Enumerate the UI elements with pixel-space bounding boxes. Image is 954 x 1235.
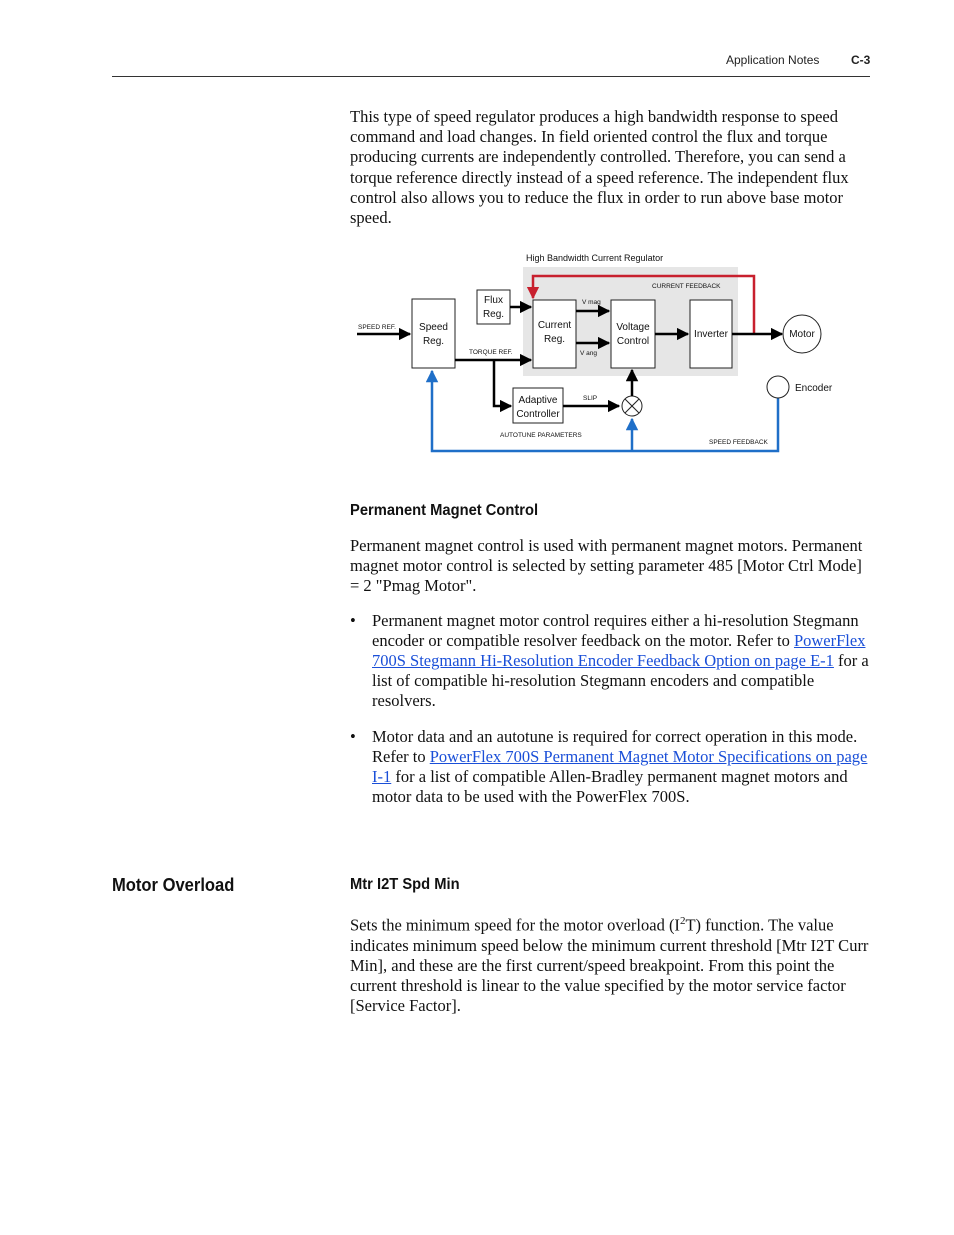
adaptive-controller-label-1: Adaptive [518,395,558,406]
flux-reg-label-2: Reg. [482,309,505,320]
control-block-diagram [340,245,880,465]
pm-bullet-encoder [350,611,870,711]
voltage-control-label-2: Control [616,336,650,347]
voltage-control-block [611,300,655,368]
header-rule [112,76,870,77]
autotune-parameters-label: AUTOTUNE PARAMETERS [500,432,582,439]
pm-heading: Permanent Magnet Control [350,502,539,519]
stegmann-encoder-link[interactable]: PowerFlex 700S Stegmann Hi-Resolution Encoder Feedback Option on page E-1 [372,631,866,671]
overload-paragraph [350,911,870,1017]
v-mag-label: V mag [582,299,601,306]
page-number: C-3 [851,53,871,67]
running-header: Application Notes [726,53,820,67]
intro-paragraph: This type of speed regulator produces a high bandwidth response to speed command and load changes. In field oriented control the flux and torque producing currents are independently controlled. Therefore, you can send a torque reference directly instead of a speed reference. The independent flux control also allows you to reduce the flux in order to run above base motor speed. [350,107,849,228]
bullet-dot: • [350,611,356,630]
current-reg-label-1: Current [537,320,572,331]
voltage-control-label-1: Voltage [616,322,650,333]
superscript-two: 2 [679,915,686,927]
bullet-dot: • [350,727,356,746]
group-title: High Bandwidth Current Regulator [526,253,664,263]
flux-reg-label-1: Flux [484,295,503,306]
inverter-label: Inverter [694,329,728,340]
pm-bullet-motor-data [350,727,870,807]
torque-ref-label: TORQUE REF. [469,349,513,356]
bullet-text-end: for a list of compatible Allen-Bradley permanent magnet motors and motor data to be used with the PowerFlex 700S. [372,767,848,807]
current-feedback-label: CURRENT FEEDBACK [652,283,721,290]
torque-to-adaptive-line [494,360,511,406]
speed-reg-label-2: Reg. [422,336,445,347]
motor-overload-heading: Motor Overload [112,875,235,895]
overload-text-end: T) function. The value indicates minimum speed below the minimum current threshold [Mtr I2T Curr Min], and these are the first current/speed breakpoint. From this point the current threshold is linear to the value specified by the motor service factor [Service Factor]. [350,915,869,1016]
current-reg-label-2: Reg. [543,334,566,345]
pm-motor-specs-link[interactable]: PowerFlex 700S Permanent Magnet Motor Specifications on page I-1 [372,747,868,787]
speed-reg-label-1: Speed [419,322,448,333]
bullet-text-end: for a list of compatible hi-resolution Stegmann encoders and compatible resolvers. [372,651,869,711]
slip-label: SLIP [583,395,598,402]
adaptive-controller-label-2: Controller [516,409,560,420]
speed-reg-block [412,299,455,368]
bullet-text-start: Permanent magnet motor control requires either a hi-resolution Stegmann encoder or compatible resolver feedback on the motor. Refer to [372,611,859,651]
bullet-text [372,611,870,711]
bullet-text-start: Motor data and an autotune is required for correct operation in this mode. Refer to [372,727,858,767]
v-ang-label: V ang [580,350,597,357]
speed-feedback-label: SPEED FEEDBACK [709,439,768,446]
motor-label: Motor [789,329,815,340]
mtr-i2t-spd-min-heading: Mtr I2T Spd Min [350,876,460,893]
bullet-text [372,727,870,807]
speed-ref-label: SPEED REF. [358,324,396,331]
encoder-symbol [767,376,789,398]
encoder-label: Encoder [795,383,833,394]
overload-text-start: Sets the minimum speed for the motor overload (I [350,915,680,935]
pm-intro: Permanent magnet control is used with permanent magnet motors. Permanent magnet motor control is selected by setting parameter 485 [Motor Ctrl Mode] = 2 "Pmag Motor". [350,536,863,596]
